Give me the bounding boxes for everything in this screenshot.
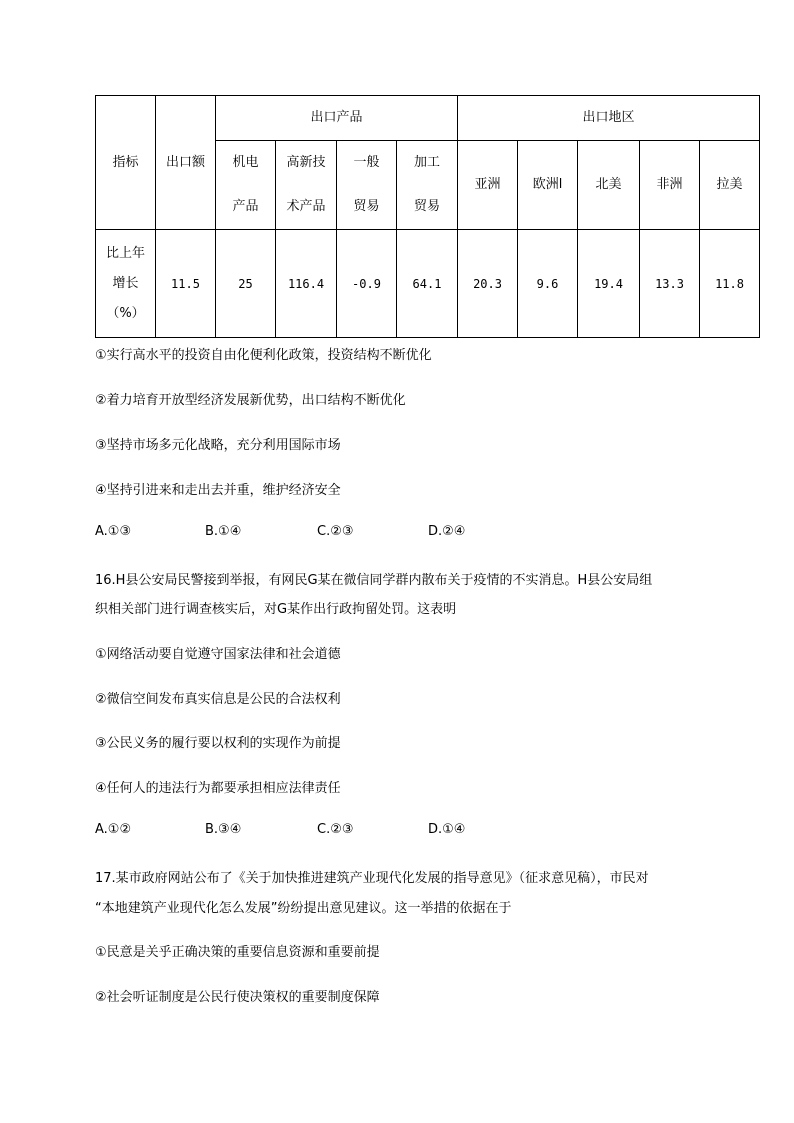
region-header: 亚洲 bbox=[458, 141, 518, 230]
q17-item-1: ①民意是关乎正确决策的重要信息资源和重要前提 bbox=[95, 945, 380, 960]
table-cell: 11.8 bbox=[700, 230, 760, 338]
q15-item-1: ①实行高水平的投资自由化便利化政策，投资结构不断优化 bbox=[95, 348, 432, 363]
q17-stem-line1: 17.某市政府网站公布了《关于加快推进建筑产业现代化发展的指导意见》（征求意见稿），市民对 bbox=[95, 871, 649, 886]
q17-item-2: ②社会听证制度是公民行使决策权的重要制度保障 bbox=[95, 990, 380, 1005]
option-a: A.①③ bbox=[95, 524, 132, 539]
row-label: 比上年 增长 （%） bbox=[96, 230, 156, 338]
products-group-header: 出口产品 bbox=[216, 96, 458, 141]
option-a: A.①② bbox=[95, 822, 132, 837]
q15-item-3: ③坚持市场多元化战略，充分利用国际市场 bbox=[95, 438, 341, 453]
table-cell: 9.6 bbox=[518, 230, 578, 338]
product-header: 一般 贸易 bbox=[337, 141, 397, 230]
q15-item-2: ②着力培育开放型经济发展新优势，出口结构不断优化 bbox=[95, 393, 406, 408]
region-header: 拉美 bbox=[700, 141, 760, 230]
q16-item-3: ③公民义务的履行要以权利的实现作为前提 bbox=[95, 736, 341, 751]
option-b: B.③④ bbox=[205, 822, 242, 837]
option-c: C.②③ bbox=[317, 822, 354, 837]
table-cell: 19.4 bbox=[578, 230, 640, 338]
q16-item-2: ②微信空间发布真实信息是公民的合法权利 bbox=[95, 692, 341, 707]
table-cell: 116.4 bbox=[276, 230, 337, 338]
product-header: 加工 贸易 bbox=[397, 141, 458, 230]
regions-group-header: 出口地区 bbox=[458, 96, 760, 141]
option-d: D.①④ bbox=[428, 822, 466, 837]
q16-stem-line1: 16.H县公安局民警接到举报，有网民G某在微信同学群内散布关于疫情的不实消息。H县公安局组 bbox=[95, 573, 653, 588]
product-header: 机电 产品 bbox=[216, 141, 276, 230]
q16-stem-line2: 织相关部门进行调查核实后，对G某作出行政拘留处罚。这表明 bbox=[95, 602, 457, 617]
region-header: 非洲 bbox=[640, 141, 700, 230]
option-b: B.①④ bbox=[205, 524, 242, 539]
product-header: 高新技 术产品 bbox=[276, 141, 337, 230]
statistics-table bbox=[95, 95, 760, 338]
option-c: C.②③ bbox=[317, 524, 354, 539]
region-header: 北美 bbox=[578, 141, 640, 230]
q16-item-1: ①网络活动要自觉遵守国家法律和社会道德 bbox=[95, 647, 341, 662]
table-cell: 64.1 bbox=[397, 230, 458, 338]
table-cell: 25 bbox=[216, 230, 276, 338]
table-cell: -0.9 bbox=[337, 230, 397, 338]
q17-stem-line2: “本地建筑产业现代化怎么发展”纷纷提出意见建议。这一举措的依据在于 bbox=[95, 901, 512, 916]
indicator-header: 指标 bbox=[96, 96, 156, 230]
q16-item-4: ④任何人的违法行为都要承担相应法律责任 bbox=[95, 781, 341, 796]
option-d: D.②④ bbox=[428, 524, 466, 539]
table-cell: 11.5 bbox=[156, 230, 216, 338]
region-header: 欧洲l bbox=[518, 141, 578, 230]
q15-item-4: ④坚持引进来和走出去并重，维护经济安全 bbox=[95, 483, 341, 498]
export-amount-header: 出口额 bbox=[156, 96, 216, 230]
table-cell: 20.3 bbox=[458, 230, 518, 338]
table-cell: 13.3 bbox=[640, 230, 700, 338]
